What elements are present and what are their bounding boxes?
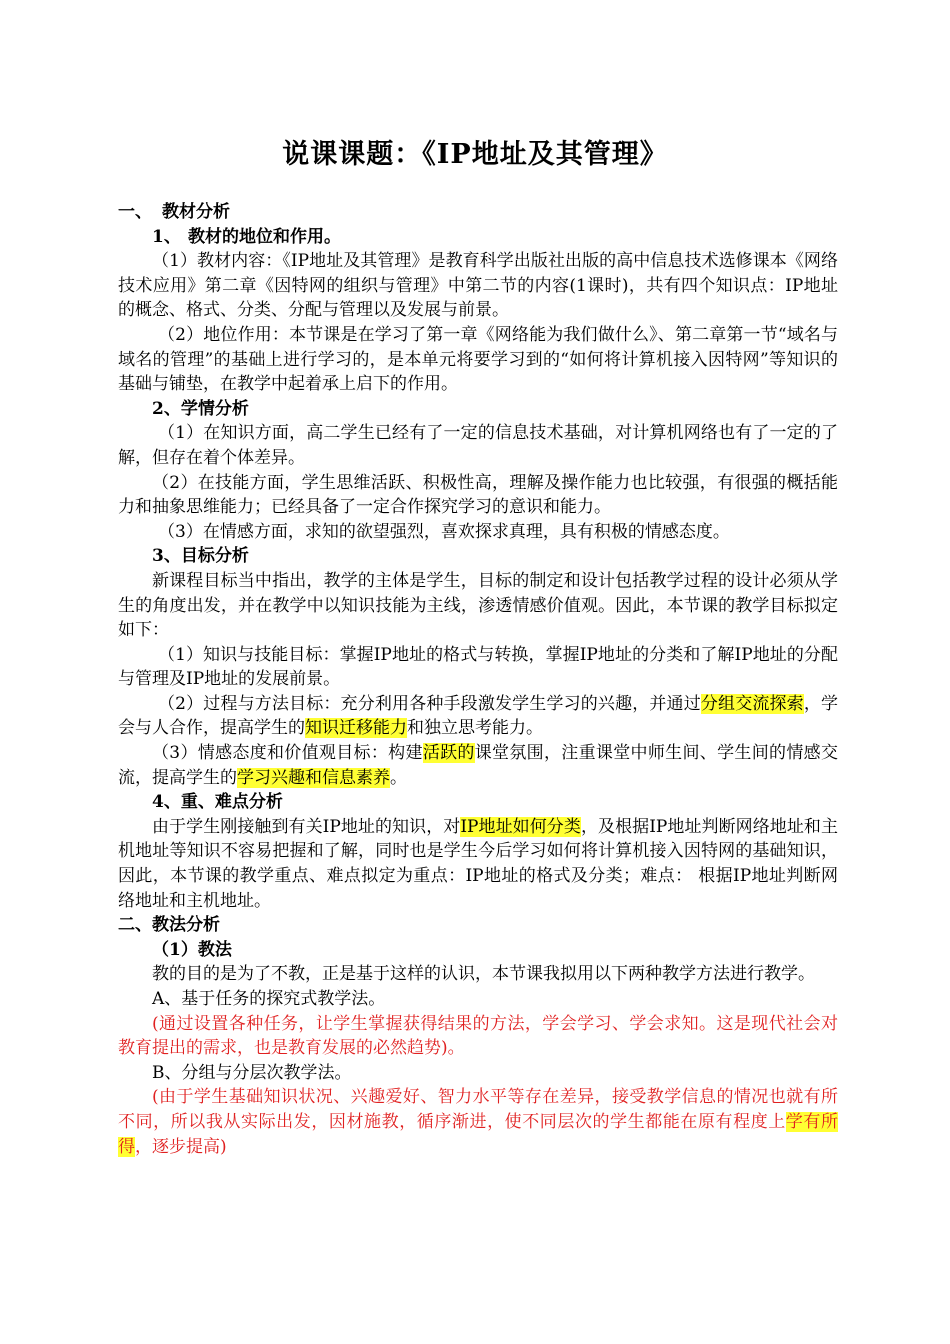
- paragraph-goal-knowledge: （1）知识与技能目标：掌握IP地址的格式与转换，掌握IP地址的分类和了解IP地址的分配与管理及IP地址的发展前景。: [118, 644, 838, 690]
- highlight-ip-classification: IP地址如何分类: [460, 816, 581, 837]
- highlight-learn-gain: 学有所得: [118, 1111, 839, 1157]
- text-run: 课堂氛围，注重课堂中师生间、学生间的情感交流，提高学生的: [118, 743, 838, 788]
- paragraph-knowledge: （1）在知识方面，高二学生已经有了一定的信息技术基础，对计算机网络也有了一定的了解，但存在着个体差异。: [118, 423, 838, 468]
- method-a-title: A、基于任务的探究式教学法。: [152, 989, 386, 1009]
- text-run: ，学会与人合作，提高学生的: [118, 693, 839, 739]
- text-run: ，逐步提高): [135, 1136, 227, 1157]
- subsection-1-number: 1、: [152, 226, 181, 247]
- section-2-heading: 二、教法分析: [118, 915, 220, 936]
- highlight-group-exploration: 分组交流探索: [700, 693, 804, 714]
- subsection-2-heading: 2、学情分析: [152, 398, 249, 419]
- highlight-interest-literacy: 学习兴趣和信息素养: [237, 767, 390, 788]
- paragraph-method-intro: 教的目的是为了不教，正是基于这样的认识，本节课我拟用以下两种教学方法进行教学。: [152, 964, 815, 985]
- page-title: 说课课题：《IP地址及其管理》: [282, 139, 668, 170]
- section-1-heading: [118, 200, 838, 225]
- text-run: （3）情感态度和价值观目标：构建: [152, 743, 423, 764]
- teaching-method-heading: （1）教法: [152, 939, 232, 960]
- text-run: (由于学生基础知识状况、兴趣爱好、智力水平等存在差异，接受教学信息的情况也就有所不同，所以我从实际出发，因材施教，循序渐进，使不同层次的学生都能在原有程度上: [118, 1087, 838, 1132]
- method-b-title: B、分组与分层次教学法。: [152, 1062, 352, 1083]
- method-b-note: [118, 1085, 838, 1159]
- highlight-knowledge-transfer: 知识迁移能力: [305, 718, 407, 739]
- subsection-1-heading: [118, 225, 838, 250]
- paragraph-goals-intro: 新课程目标当中指出，教学的主体是学生，目标的制定和设计包括教学过程的设计必须从学生的角度出发，并在教学中以知识技能为主线，渗透情感价值观。因此，本节课的教学目标拟定如下：: [118, 570, 838, 641]
- paragraph-goal-process: [118, 692, 838, 741]
- subsection-1-title: 教材的地位和作用。: [188, 226, 341, 247]
- text-run: ，及根据IP地址判断网络地址和主机地址等知识不容易把握和了解，同时也是学生今后学习如何将计算机接入因特网的基础知识，因此，本节课的教学重点、难点拟定为重点：IP地址的格式及分类；难点： 根据IP地址判断网络地址和主机地址。: [118, 816, 838, 911]
- document-body: [118, 200, 838, 1159]
- paragraph-key-points: [118, 815, 838, 913]
- text-run: 和独立思考能力。: [407, 718, 543, 739]
- paragraph-content: （1）教材内容：《IP地址及其管理》是教育科学出版社出版的高中信息技术选修课本《网络技术应用》第二章《因特网的组织与管理》中第二节的内容(1课时)，共有四个知识点：IP地址的概念、格式、分类、分配与管理以及发展与前景。: [118, 251, 838, 321]
- section-1-title: 教材分析: [162, 202, 230, 222]
- subsection-4-heading: 4、重、难点分析: [152, 792, 283, 813]
- text-run: 。: [390, 767, 407, 788]
- subsection-3-heading: 3、目标分析: [152, 546, 249, 567]
- paragraph-skills: （2）在技能方面，学生思维活跃、积极性高，理解及操作能力也比较强，有很强的概括能力和抽象思维能力；已经具备了一定合作探究学习的意识和能力。: [118, 472, 838, 518]
- paragraph-goal-attitude: [118, 741, 838, 790]
- section-1-number: 一、: [118, 202, 152, 222]
- text-run: （2）过程与方法目标：充分利用各种手段激发学生学习的兴趣，并通过: [158, 693, 701, 714]
- method-a-note: (通过设置各种任务，让学生掌握获得结果的方法，学会学习、学会求知。这是现代社会对教育提出的需求，也是教育发展的必然趋势)。: [118, 1013, 838, 1059]
- paragraph-emotion: （3）在情感方面，求知的欲望强烈，喜欢探求真理，具有积极的情感态度。: [158, 521, 730, 542]
- paragraph-position: （2）地位作用：本节课是在学习了第一章《网络能为我们做什么》、第二章第一节“域名与域名的管理”的基础上进行学习的，是本单元将要学习到的“如何将计算机接入因特网”等知识的基础与铺垫，在教学中起着承上启下的作用。: [118, 324, 838, 395]
- highlight-active: 活跃的: [422, 743, 475, 764]
- text-run: 由于学生刚接触到有关IP地址的知识，对: [152, 816, 461, 837]
